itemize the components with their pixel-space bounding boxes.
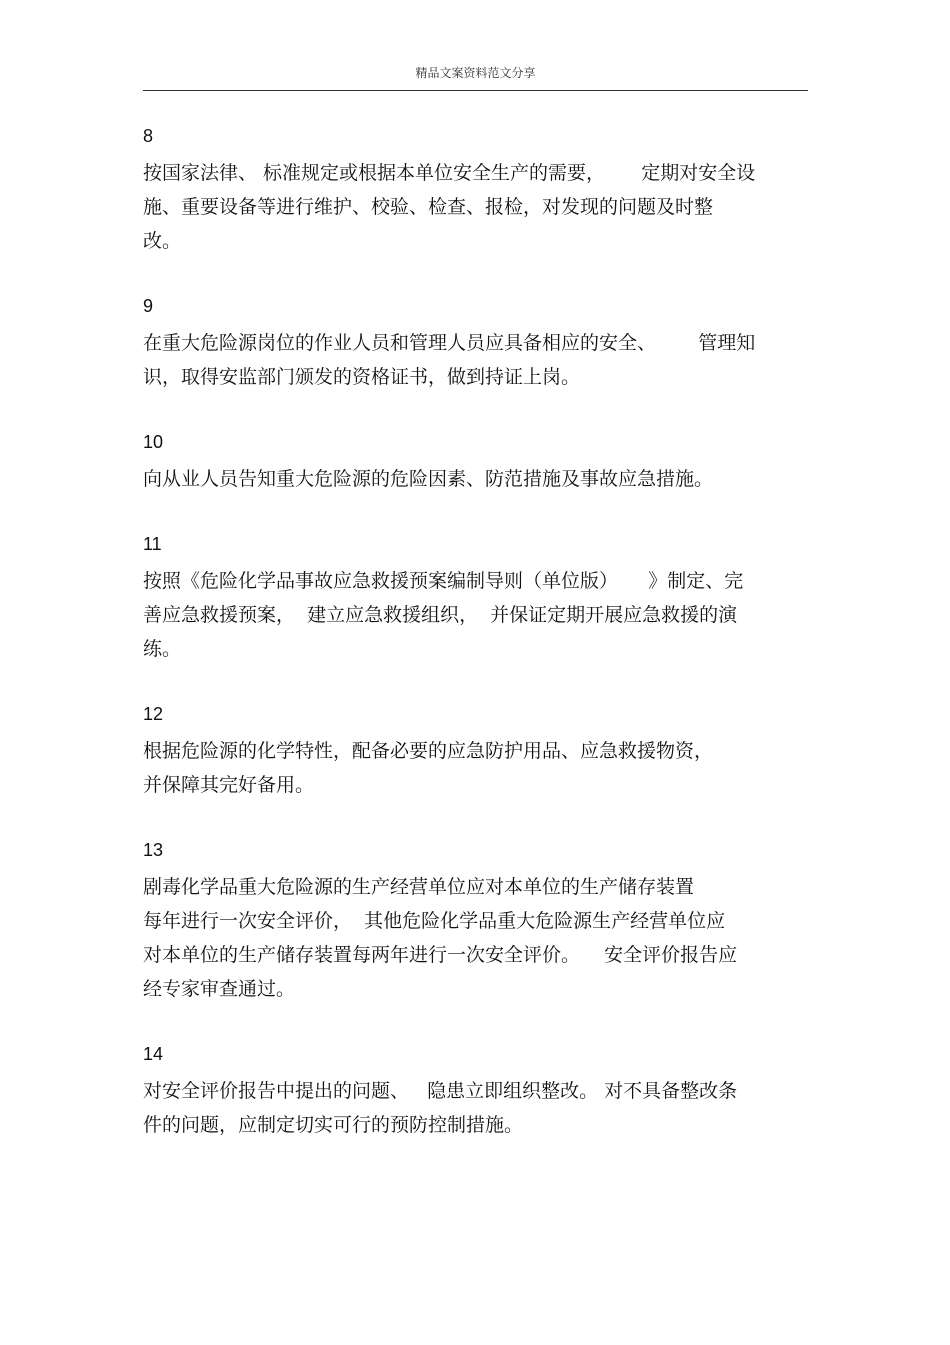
item-text-line: 练。: [143, 638, 182, 660]
item-text-line: 施、重要设备等进行维护、校验、检查、报检，对发现的问题及时整: [143, 196, 714, 218]
list-item: [143, 1042, 808, 1142]
item-text-line: 在重大危险源岗位的作业人员和管理人员应具备相应的安全、 管理知: [143, 332, 756, 354]
item-number: 8: [143, 126, 154, 146]
item-number: 9: [143, 296, 154, 316]
item-text-line: 根据危险源的化学特性，配备必要的应急防护用品、应急救援物资，: [143, 740, 714, 762]
list-item: [143, 702, 808, 802]
list-item: [143, 838, 808, 1006]
item-number: 13: [143, 840, 164, 860]
list-item: [143, 430, 808, 496]
item-text-line: 善应急救援预案， 建立应急救援组织， 并保证定期开展应急救援的演: [143, 604, 738, 626]
page-header: 精品文案资料范文分享: [415, 66, 536, 80]
item-text-line: 每年进行一次安全评价， 其他危险化学品重大危险源生产经营单位应: [143, 910, 726, 932]
item-number: 10: [143, 432, 164, 452]
list-item: [143, 294, 808, 394]
item-text-line: 经专家审查通过。: [143, 978, 296, 1000]
item-text-line: 对本单位的生产储存装置每两年进行一次安全评价。 安全评价报告应: [143, 944, 738, 966]
item-text-line: 并保障其完好备用。: [143, 774, 315, 796]
item-text-line: 件的问题，应制定切实可行的预防控制措施。: [143, 1114, 524, 1136]
item-number: 14: [143, 1044, 164, 1064]
document-body: [143, 124, 808, 1178]
item-text-line: 向从业人员告知重大危险源的危险因素、防范措施及事故应急措施。: [143, 468, 714, 490]
item-text-line: 对安全评价报告中提出的问题、 隐患立即组织整改。 对不具备整改条: [143, 1080, 738, 1102]
list-item: [143, 532, 808, 666]
item-number: 12: [143, 704, 164, 724]
item-text-line: 按国家法律、 标准规定或根据本单位安全生产的需要， 定期对安全设: [143, 162, 756, 184]
item-text-line: 按照《危险化学品事故应急救援预案编制导则（单位版） 》制定、完: [143, 570, 744, 592]
item-text-line: 改。: [143, 230, 182, 252]
item-text-line: 剧毒化学品重大危险源的生产经营单位应对本单位的生产储存装置: [143, 876, 695, 898]
item-text-line: 识，取得安监部门颁发的资格证书，做到持证上岗。: [143, 366, 581, 388]
list-item: [143, 124, 808, 258]
item-number: 11: [143, 534, 162, 554]
header-divider: [143, 90, 808, 91]
